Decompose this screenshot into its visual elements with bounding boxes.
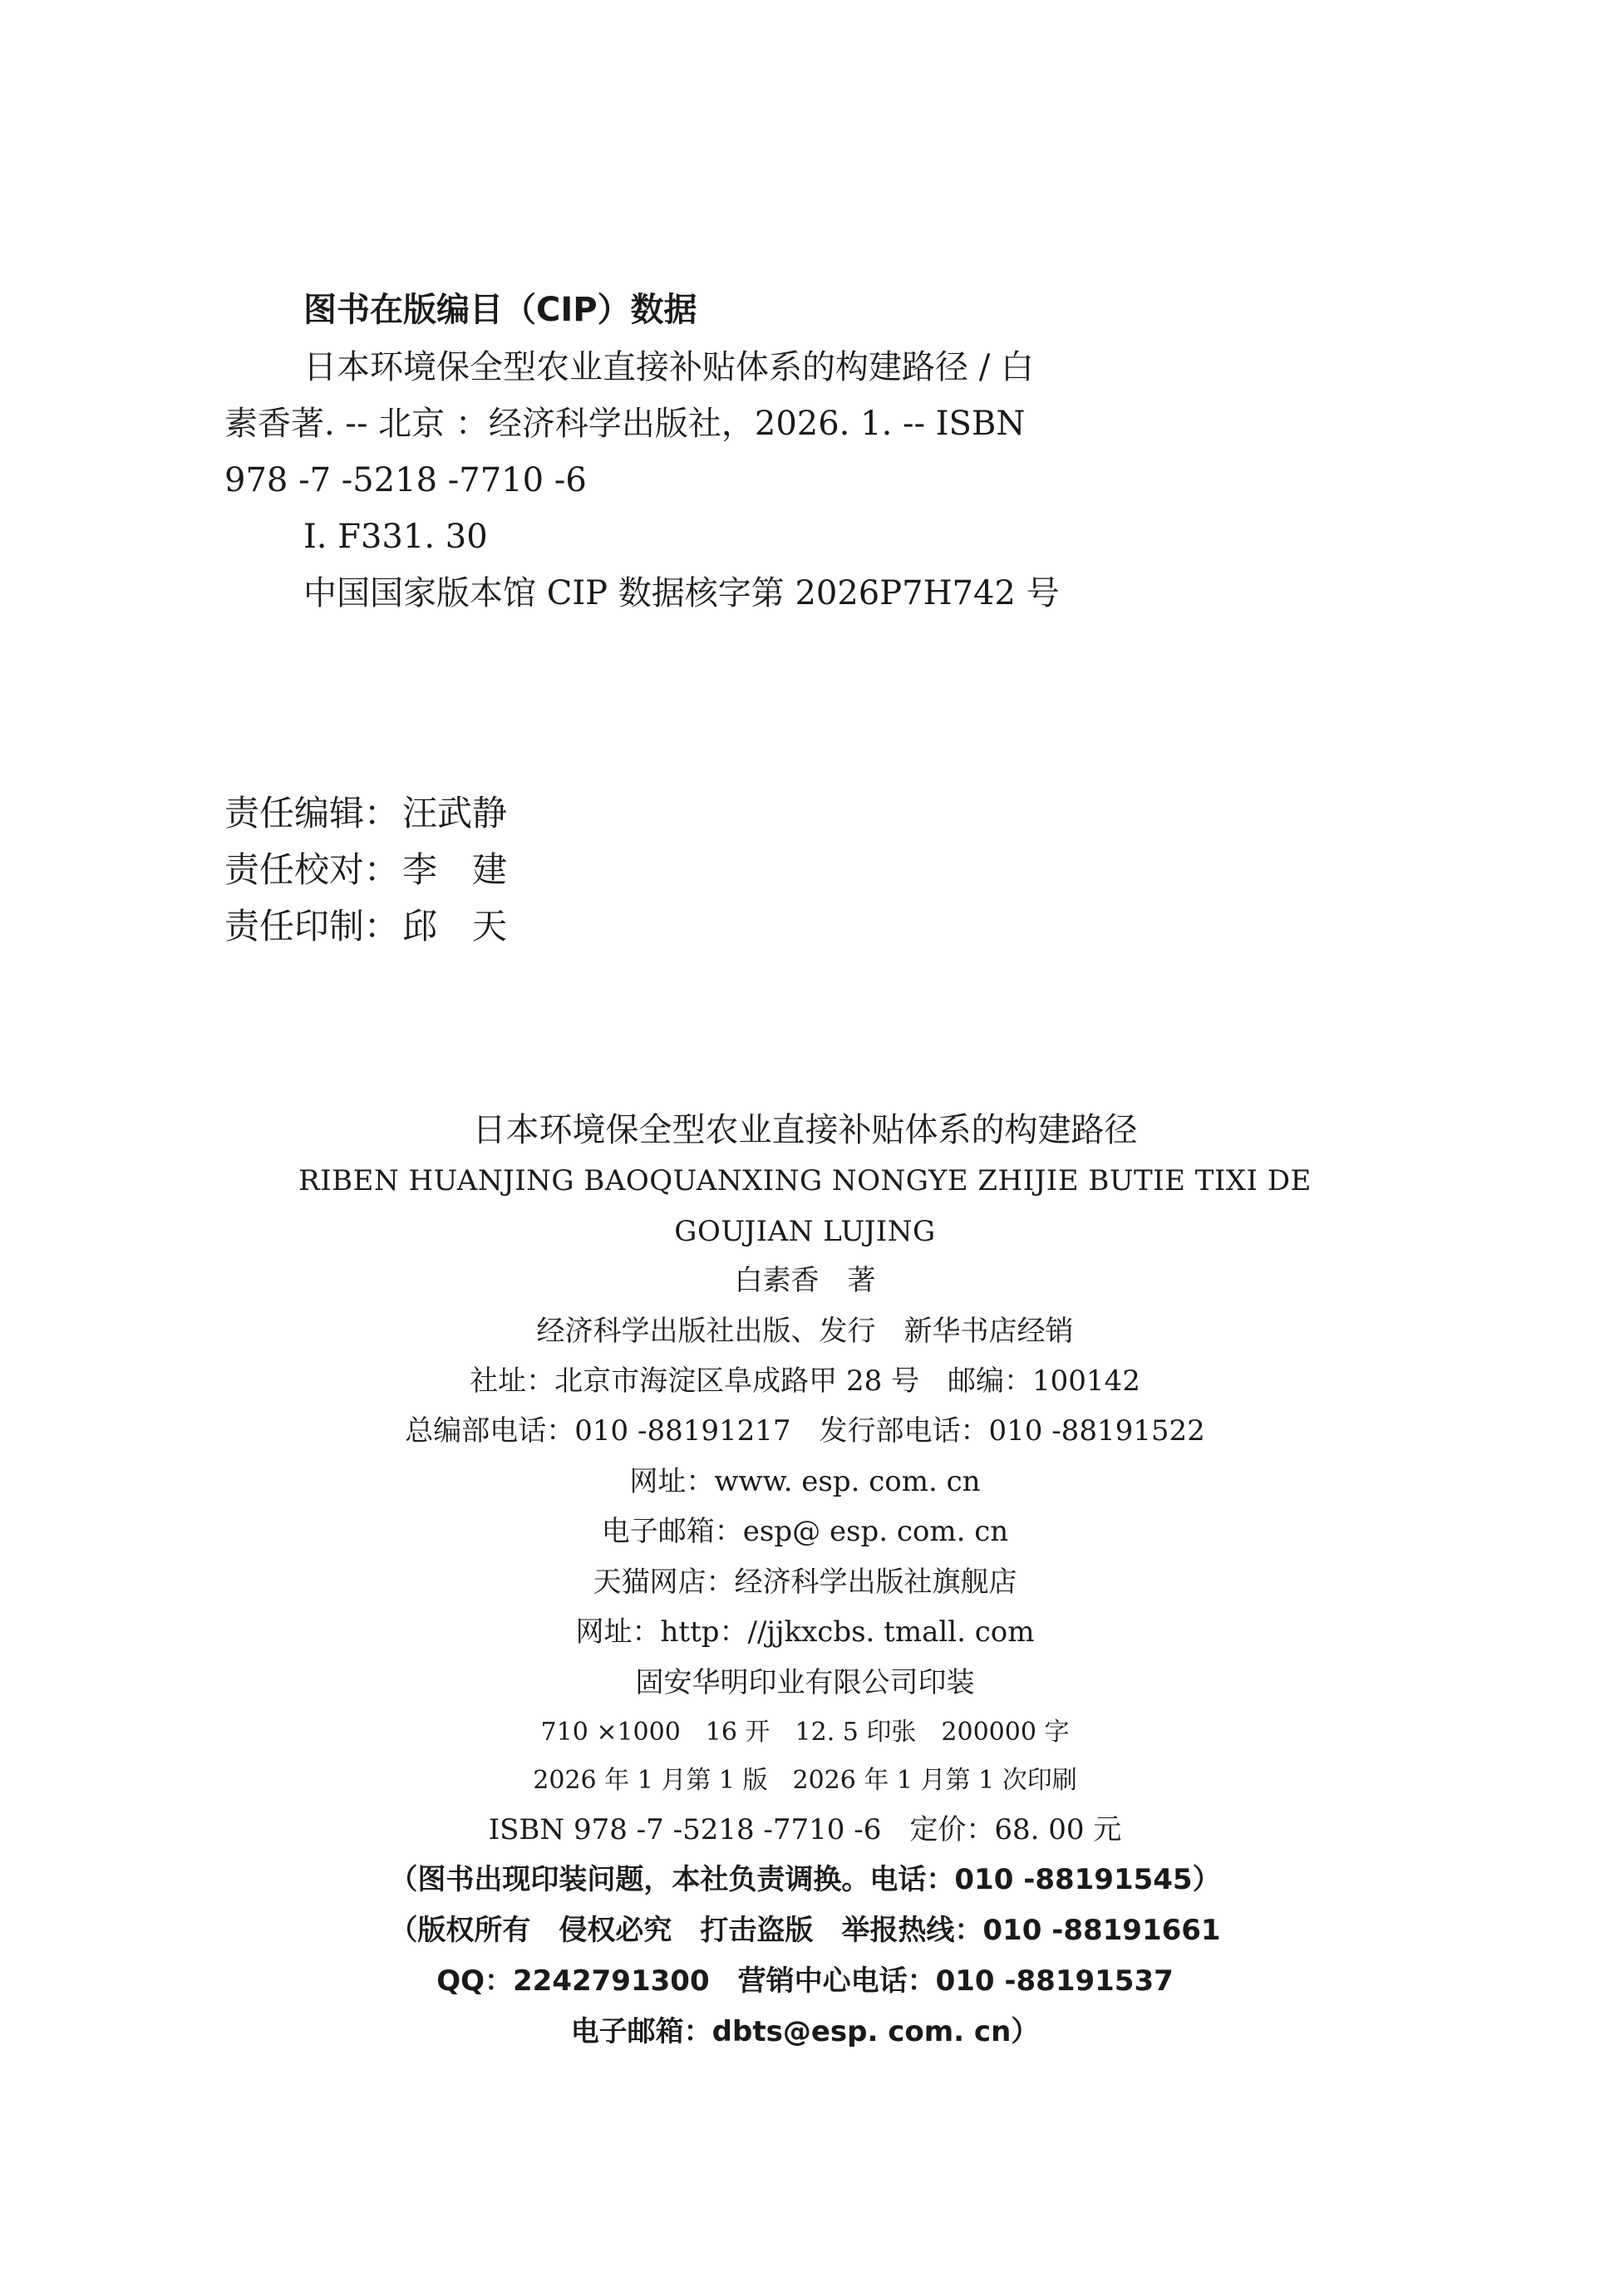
- cip-line-5: 中国国家版本馆 CIP 数据核字第 2026P7H742 号: [303, 574, 1060, 612]
- cip-line-4: Ⅰ. F331. 30: [303, 518, 488, 556]
- format: 710 ×1000 16 开 12. 5 印张 200000 字: [540, 1718, 1070, 1747]
- staff-proofreader-label: 责任校对：: [224, 849, 400, 890]
- notice-line-1: （图书出现印装问题，本社负责调换。电话：010 -88191545）: [389, 1863, 1221, 1896]
- tmall-url: 网址：http：//jjkxcbs. tmall. com: [575, 1615, 1035, 1649]
- tmall-store: 天猫网店：经济科学出版社旗舰店: [593, 1566, 1017, 1599]
- staff-proofreader-name: 李 建: [402, 849, 508, 890]
- author: 白素香 著: [734, 1264, 876, 1297]
- cip-line-3: 978 -7 -5218 -7710 -6: [224, 461, 587, 499]
- pinyin-title-line-1: RIBEN HUANJING BAOQUANXING NONGYE ZHIJIE BUTIE TIXI DE: [298, 1164, 1312, 1197]
- staff-proofreader: [224, 849, 508, 890]
- edition: 2026 年 1 月第 1 版 2026 年 1 月第 1 次印刷: [533, 1766, 1077, 1795]
- staff-editor-label: 责任编辑：: [224, 793, 400, 833]
- address: 社址：北京市海淀区阜成路甲 28 号 邮编：100142: [470, 1364, 1140, 1398]
- pinyin-title-line-2: GOUJIAN LUJING: [674, 1215, 936, 1248]
- email: 电子邮箱：esp@ esp. com. cn: [601, 1515, 1009, 1548]
- cip-line-1: 日本环境保全型农业直接补贴体系的构建路径 / 白: [303, 348, 1034, 386]
- cip-line-2: 素香著. -- 北京 ：经济科学出版社，2026. 1. -- ISBN: [224, 405, 1026, 443]
- notice-line-4: 电子邮箱：dbts@esp. com. cn）: [570, 2015, 1040, 2048]
- website: 网址：www. esp. com. cn: [629, 1465, 981, 1498]
- staff-printing-name: 邱 天: [402, 906, 508, 946]
- publisher: 经济科学出版社出版、发行 新华书店经销: [536, 1315, 1074, 1348]
- book-title: 日本环境保全型农业直接补贴体系的构建路径: [472, 1111, 1138, 1149]
- phones: 总编部电话：010 -88191217 发行部电话：010 -88191522: [405, 1414, 1205, 1448]
- printer: 固安华明印业有限公司印装: [635, 1666, 975, 1699]
- staff-printing-label: 责任印制：: [224, 906, 400, 946]
- notice-line-2: （版权所有 侵权必究 打击盗版 举报热线：010 -88191661: [389, 1914, 1221, 1947]
- cip-heading: 图书在版编目（CIP）数据: [303, 291, 697, 329]
- notice-line-3: QQ：2242791300 营销中心电话：010 -88191537: [436, 1964, 1174, 1998]
- staff-editor: [224, 793, 508, 833]
- staff-printing: [224, 906, 508, 946]
- isbn-price: ISBN 978 -7 -5218 -7710 -6 定价：68. 00 元: [488, 1813, 1122, 1846]
- staff-editor-name: 汪武静: [402, 793, 508, 833]
